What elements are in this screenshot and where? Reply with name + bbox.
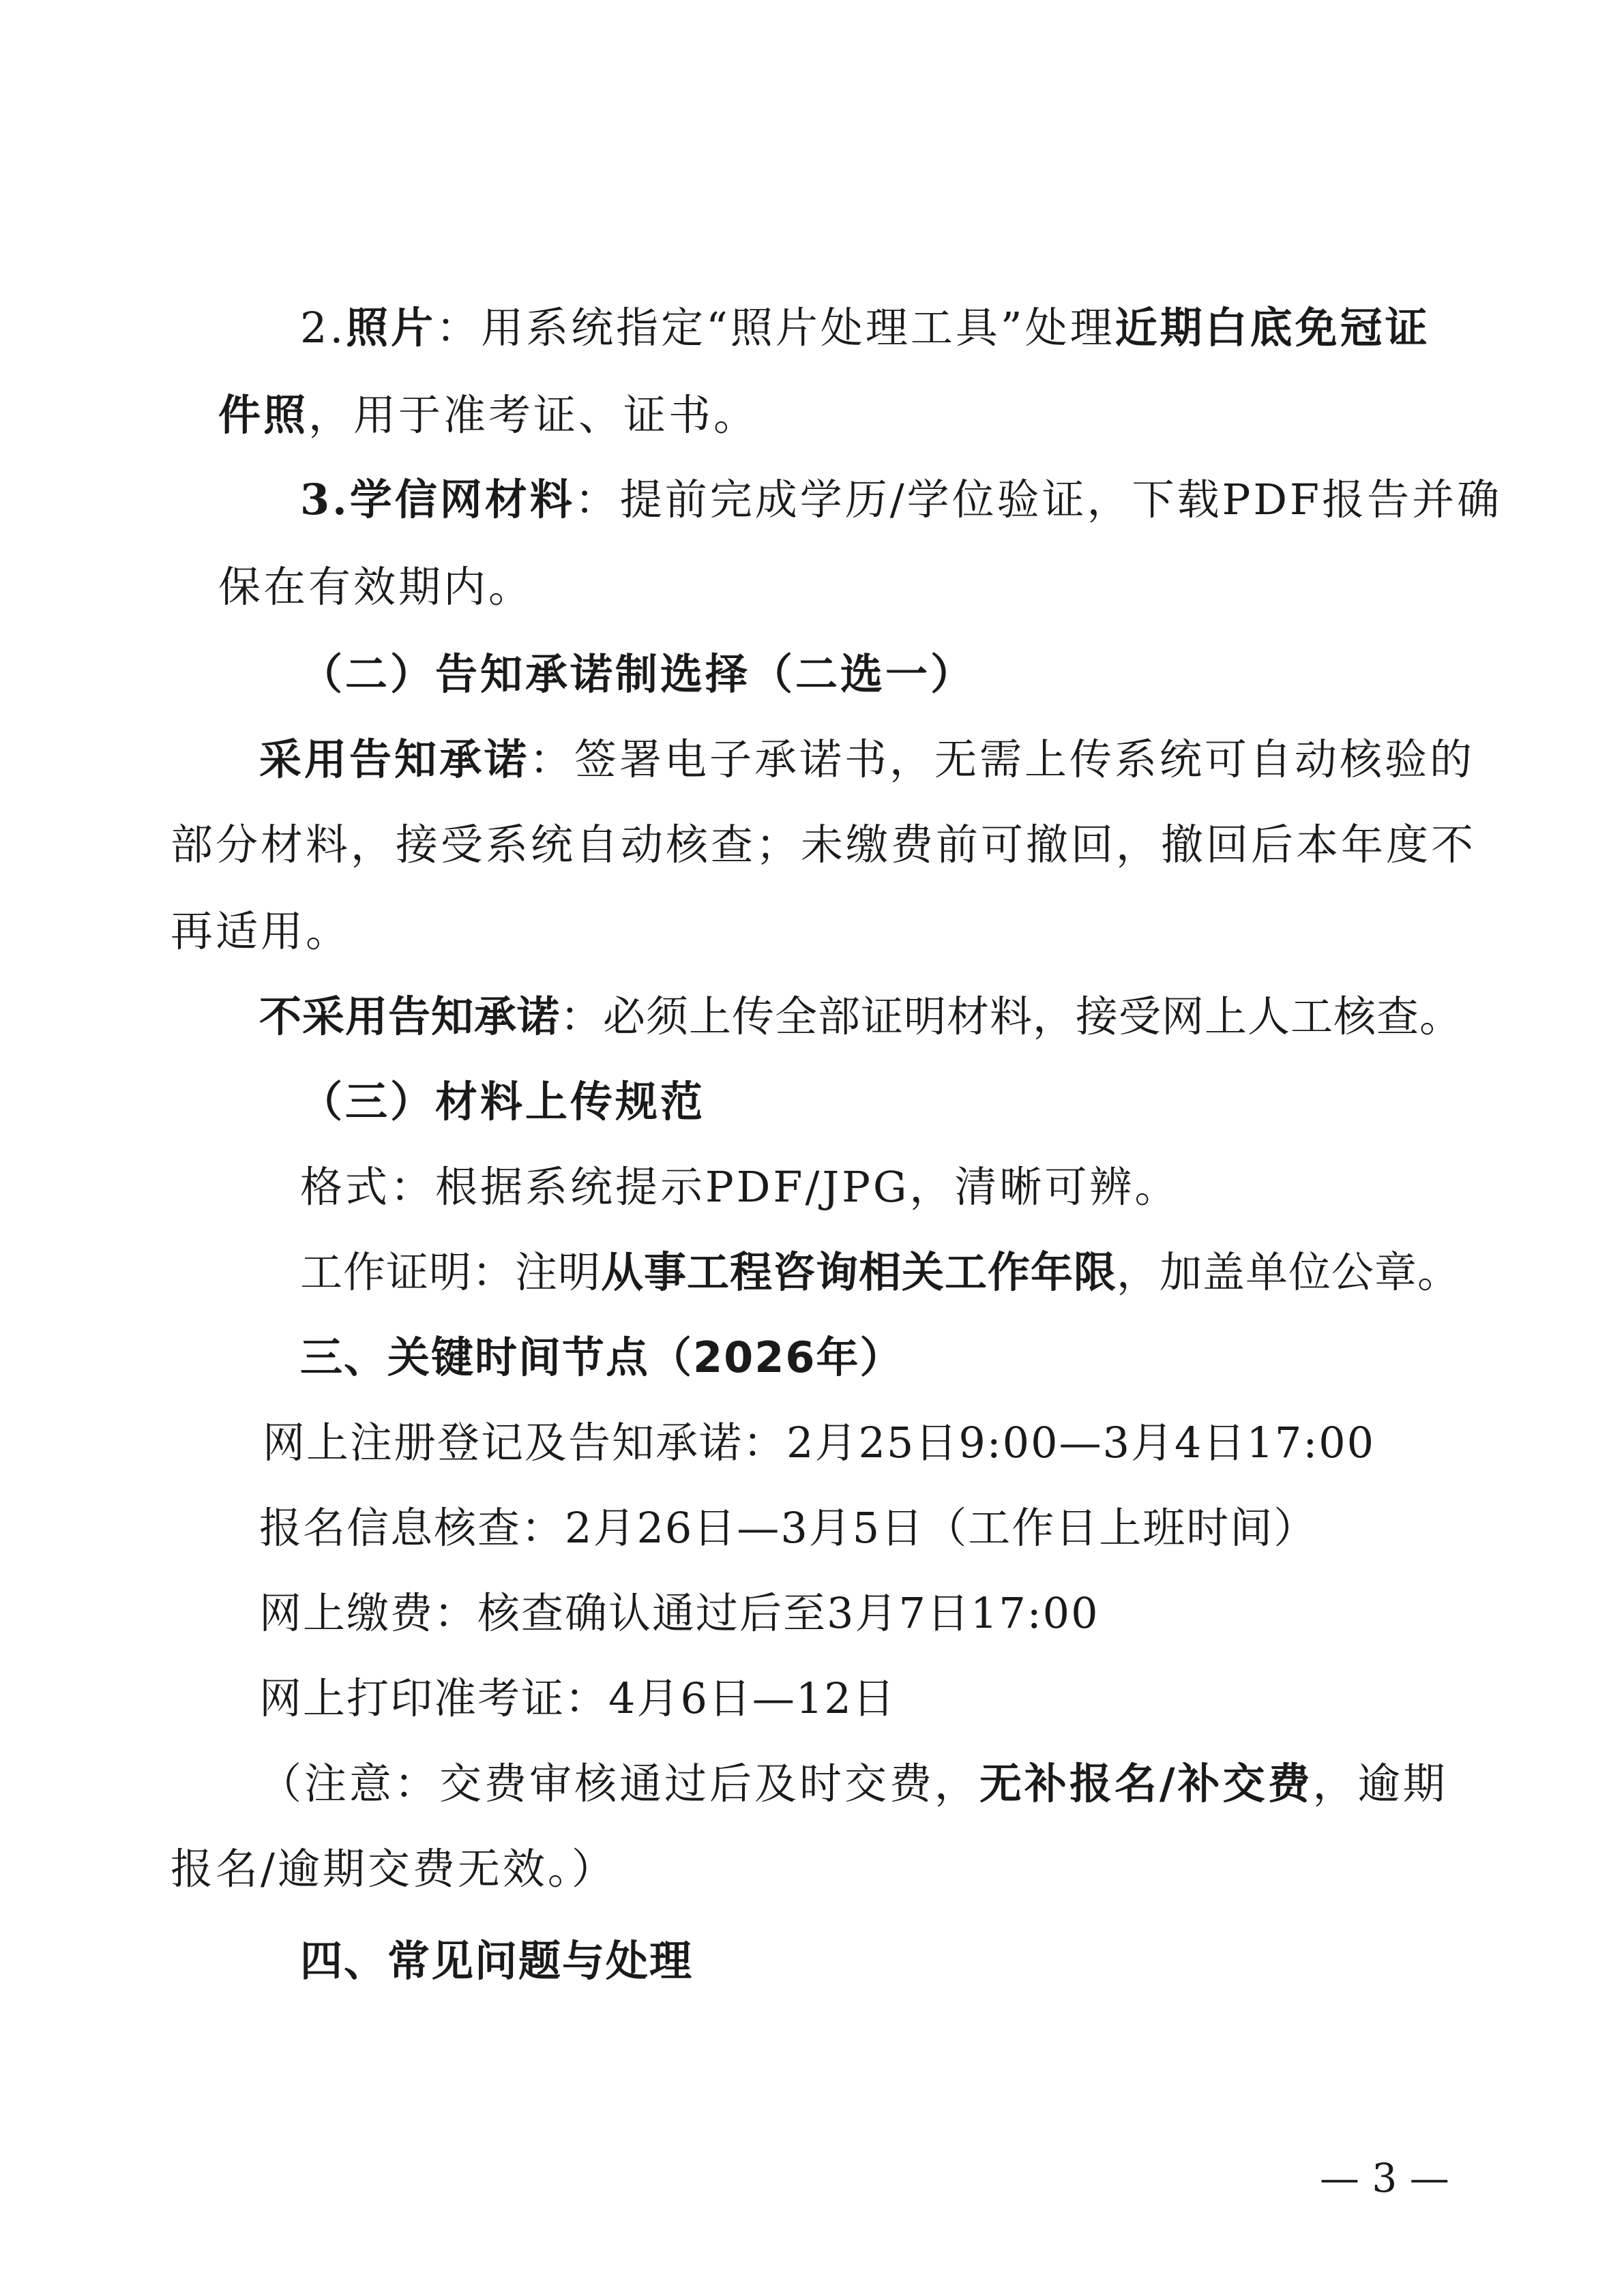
- part3-heading: 三、关键时间节点（2026年）: [300, 1332, 904, 1382]
- work-cert-line: [300, 1247, 1461, 1297]
- note-text1: （注意：交费审核通过后及时交费，: [259, 1759, 980, 1808]
- item3-line2: [218, 562, 534, 612]
- commit-yes-text2: 部分材料，接受系统自动核查；未缴费前可撤回，撤回后本年度不: [171, 820, 1477, 869]
- item3-text1: ：提前完成学历/学位验证，下载PDF报告并确: [574, 475, 1503, 524]
- commit-yes-label: 采用告知承诺: [259, 734, 530, 784]
- item2-text2: ，用于准考证、证书。: [308, 390, 759, 440]
- timeline-item-3: 网上缴费：核查确认通过后至3月7日17:00: [259, 1588, 1099, 1638]
- commit-no-label: 不采用告知承诺: [259, 992, 561, 1041]
- note-text2: ，逾期: [1312, 1759, 1448, 1808]
- commit-yes-line2: [171, 820, 1477, 869]
- item2-text1: ：用系统指定“照片处理工具”处理: [436, 303, 1115, 353]
- work-cert-text2: ，加盖单位公章。: [1117, 1247, 1461, 1297]
- timeline-item-1: 网上注册登记及告知承诺：2月25日9:00—3月4日17:00: [263, 1418, 1376, 1467]
- format-line: 格式：根据系统提示PDF/JPG，清晰可辨。: [300, 1162, 1180, 1212]
- commit-yes-line3: [171, 906, 351, 956]
- section3-heading: （三）材料上传规范: [300, 1077, 706, 1127]
- commit-yes-text1: ：签署电子承诺书，无需上传系统可自动核验的: [529, 734, 1475, 784]
- commit-yes-text3: 再适用。: [171, 906, 351, 956]
- item2-line2: [218, 390, 759, 440]
- commit-no-line1: [259, 992, 1463, 1041]
- note-line1: [259, 1759, 1448, 1808]
- item3-label: 3.学信网材料: [300, 475, 575, 524]
- item3-line1: [300, 475, 1503, 524]
- page-number: — 3 —: [1320, 2155, 1449, 2201]
- timeline-item-2: 报名信息核查：2月26日—3月5日（工作日上班时间）: [259, 1503, 1318, 1553]
- work-cert-bold: 从事工程咨询相关工作年限: [601, 1247, 1117, 1297]
- item2-label: 照片: [346, 303, 437, 353]
- item2-number: 2.: [300, 303, 346, 353]
- item2-bold2: 件照: [218, 390, 309, 440]
- note-line2: [171, 1844, 617, 1894]
- note-text3: 报名/逾期交费无效。）: [171, 1844, 617, 1894]
- commit-yes-line1: [259, 734, 1475, 784]
- item2-bold1: 近期白底免冠证: [1114, 303, 1430, 353]
- item3-text2: 保在有效期内。: [218, 562, 534, 612]
- note-bold: 无补报名/补交费: [979, 1759, 1313, 1808]
- work-cert-text1: 工作证明：注明: [300, 1247, 602, 1297]
- timeline-item-4: 网上打印准考证：4月6日—12日: [259, 1673, 896, 1723]
- commit-no-text1: ：必须上传全部证明材料，接受网上人工核查。: [560, 992, 1463, 1041]
- section2-heading: （二）告知承诺制选择（二选一）: [300, 649, 976, 699]
- item2-line1: [300, 303, 1430, 353]
- part4-heading: 四、常见问题与处理: [300, 1936, 694, 1986]
